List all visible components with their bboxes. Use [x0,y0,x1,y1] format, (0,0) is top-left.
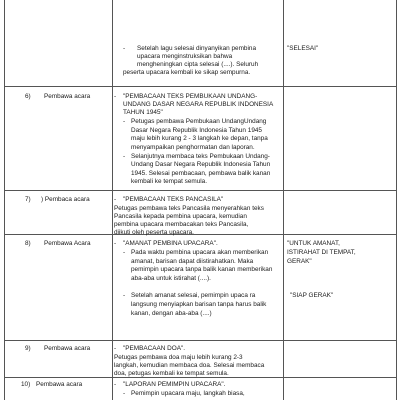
row0-item0-line2: mengheningkan cipta selesai (....). Seluruh [137,61,259,68]
row3-item1-line3: aba-aba untuk istirahat (....). [131,275,211,282]
bullet-dash: - [123,45,126,52]
row3-command-line3: "SIAP GERAK" [290,292,334,299]
row-number: 9) [25,345,31,352]
row-role: Pembawa Acara [44,240,91,247]
bullet-dash: - [123,249,126,256]
row1-item2-line1: Undang Dasar Negara Republik Indonesia Tahun [131,161,271,168]
row4-item1-line1: langkah, kemudian membaca doa. Selesai membaca [114,362,265,369]
row1-item1-line2: maju lebih kurang 2 - 3 langkah ke depan, tanpa [131,135,268,142]
row3-command-line0: "UNTUK AMANAT, [287,240,340,247]
row2-item1-line2: pembina upacara membacakan teks Pancasila, [114,221,249,228]
bullet-dash: - [123,118,126,125]
row3-command-line2: GERAK" [287,258,312,265]
bullet-dash: - [123,292,126,299]
bullet-dash: - [114,240,117,247]
row-role: Pembawa acara [44,93,91,100]
row1-item2-line2: 1945. Selesai pembacaan, pembawa balik kanan [131,170,271,177]
row-role: ) Pembaca acara [41,196,90,203]
row3-command-line1: ISTIRAHAT DI TEMPAT, [287,249,356,256]
row-divider [4,340,397,341]
row-number: 6) [25,93,31,100]
row4-item0-line0: "PEMBACAAN DOA". [123,345,186,352]
row-number: 10) [21,381,31,388]
row5-item0-line0: "LAPORAN PEMIMPIN UPACARA". [123,381,226,388]
row0-item0-line1: upacara menginstruksikan bahwa [137,53,233,60]
row3-item1-line1: amanat, barisan dapat diistirahatkan. Maka [131,258,254,265]
row1-item1-line1: Dasar Negara Republik Indonesia Tahun 1945 [131,127,262,134]
row1-item0-line0: "PEMBACAAN TEKS PEMBUKAAN UNDANG- [123,93,258,100]
bullet-dash: - [123,153,126,160]
row3-item2-line1: langsung menyiapkan barisan tanpa harus balik [131,301,267,308]
row3-item1-line0: Pada waktu pembina upacara akan memberikan [131,249,269,256]
row0-item0-line0: Setelah lagu selesai dinyanyikan pembina [137,45,257,52]
row2-item1-line1: Pancasila kepada pembina upacara, kemudian [114,213,247,220]
row3-item0-line0: "AMANAT PEMBINA UPACARA". [123,240,218,247]
row1-item1-line3: menyampaikan penghormatan dan laporan. [131,144,255,151]
row1-item1-line0: Petugas pembawa Pembukaan UndangUndang [131,118,267,125]
row-number: 8) [25,240,31,247]
row-role: Pembawa acara [36,381,83,388]
row1-item0-line1: UNDANG DASAR NEGARA REPUBLIK INDONESIA [123,101,274,108]
row-role: Pembawa acara [44,345,91,352]
row1-item2-line3: kembali ke tempat semula. [131,178,208,185]
bullet-dash: - [114,381,117,388]
row3-item2-line2: kanan, dengan aba-aba (....) [131,310,212,317]
row-divider [4,86,397,87]
row5-item1-line0: Pemimpin upacara maju, langkah biasa, [131,390,245,397]
row-number: 7) [25,196,31,203]
row4-item1-line0: Petugas pembawa doa maju lebih kurang 2-3 [114,354,243,361]
row0-command-line0: "SELESAI" [287,45,319,52]
row3-item2-line0: Setelah amanat selesai, pemimpin upaca ra [131,292,256,299]
row2-item1-line3: diikuti oleh peserta upacara. [114,229,194,236]
row4-item1-line2: doa, petugas kembali ke tempat semula. [114,370,229,377]
bullet-dash: - [114,93,117,100]
row-divider [4,190,397,191]
bullet-dash: - [114,196,117,203]
row2-item0-line0: "PEMBACAAN TEKS PANCASILA" [123,196,224,203]
row2-item1-line0: Petugas pembawa teks Pancasila menyerahkan teks [114,205,264,212]
bullet-dash: - [123,390,126,397]
row-divider [4,234,397,235]
row1-item2-line0: Selanjutnya membaca teks Pembukaan Undang- [131,153,270,160]
bullet-dash: - [114,345,117,352]
row1-item0-line2: TAHUN 1945" [123,109,163,116]
row3-item1-line2: pemimpin upacara tanpa balik kanan memberikan [131,266,273,273]
row0-item0-line3: peserta upacara kembali ke sikap sempurna. [123,69,251,76]
